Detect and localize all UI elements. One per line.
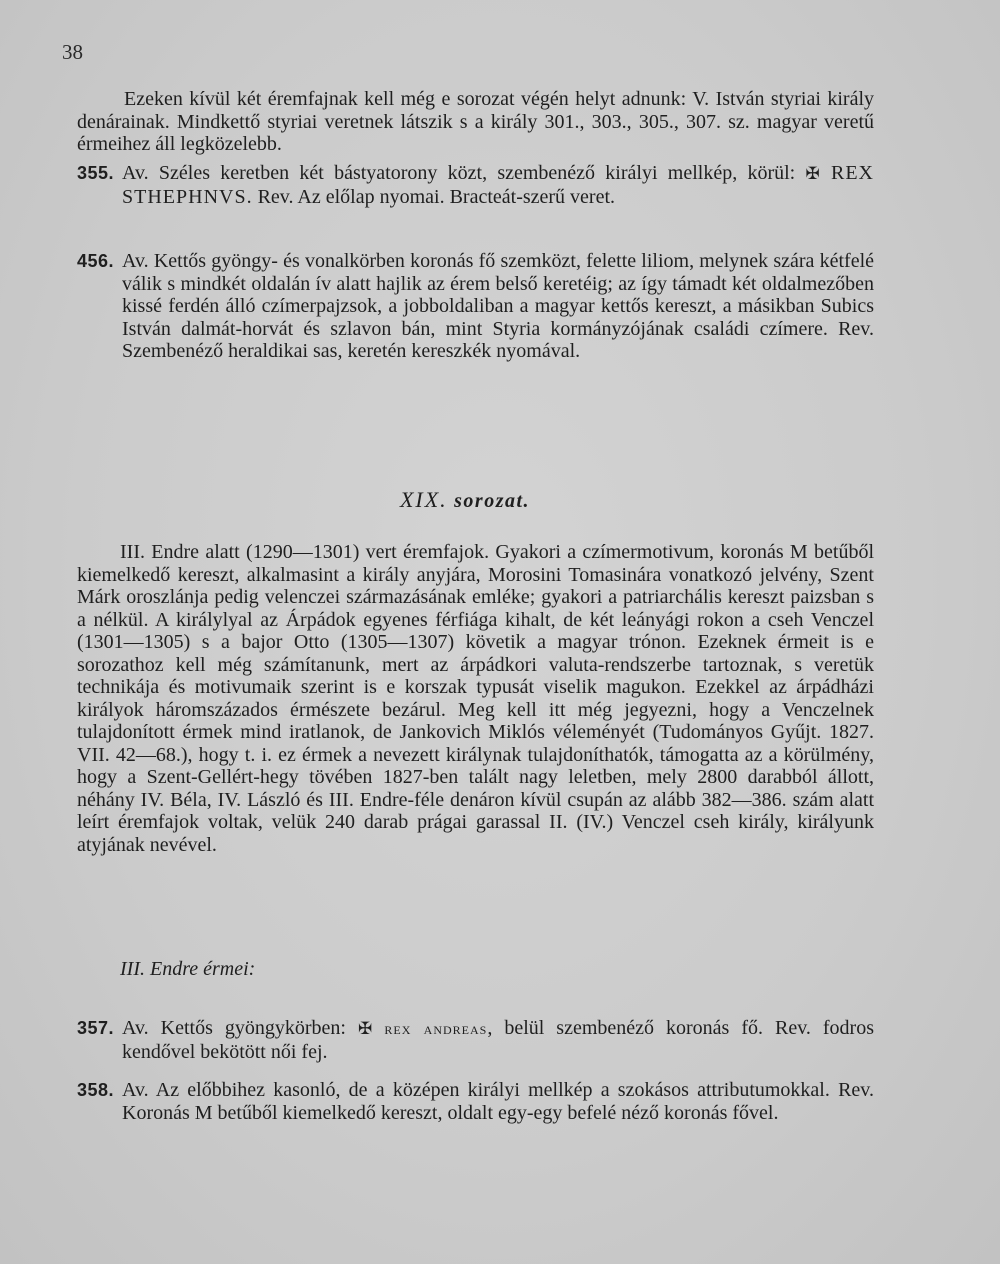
section-word: sorozat. (454, 490, 531, 512)
entry-text: Av. Kettős gyöngykörben: ✠ rex andreas, belül szembenéző koronás fő. Rev. fodros kendővel bekötött női fej. (122, 1017, 874, 1063)
section-roman: XIX. (399, 487, 448, 512)
cross-symbol: ✠ (805, 164, 820, 183)
entry-number: 355. (77, 163, 115, 183)
subheading-roman: III. (120, 958, 145, 980)
catalog-entry-357 (77, 1017, 874, 1063)
entry-text: Av. Az előbbihez kasonló, de a középen királyi mellkép a szokásos attributumokkal. Rev. Koronás M betűből kiemelkedő kereszt, oldalt egy-egy befelé néző koronás fővel. (122, 1079, 874, 1124)
cross-symbol: ✠ (357, 1019, 373, 1038)
coin-legend: REX STHEPHNVS. (122, 162, 874, 208)
series-paragraph: III. Endre alatt (1290—1301) vert éremfajok. Gyakori a czímermotivum, koronás M betűből kiemelkedő kereszt, alkalmasint a király anyjára, Morosini Tomasinára vonatkozó jelvény, Szent Márk oroszlánja pedig velenczei származásának emléke; gyakori a patriarchális kereszt paizsban s a nélkül. A királylyal az Árpádok egyenes férfiága kihalt, de két leányági rokon a cseh Venczel (1301—1305) s a bajor Otto (1305—1307) követik a magyar trónon. Ezeknek érmeit is e sorozathoz kell még számítanunk, mert az árpádkori valuta-rendszerbe tartoznak, s veretük technikája és motivumaik szerint is e korszak typusát viselik magukon. Ezekkel az árpádházi királyok háromszázados érmészete bezárul. Meg kell itt még jegyezni, hogy a Venczelnek tulajdonított érmek mind iratlanok, de Jankovich Miklós véleményét (Tudományos Gyűjt. 1827. VII. 42—68.), hogy t. i. ez érmek a nevezett királynak tulajdoníthatók, támogatta az a körülmény, hogy a Szent-Gellért-hegy tövében 1827-ben talált nagy leletben, mely 2800 darabból állott, néhány IV. Béla, IV. László és III. Endre-féle denáron kívül csupán az alább 382—386. szám alatt leírt éremfajok voltak, velük 240 darab prágai garassal II. (IV.) Venczel cseh király, királyunk atyjának nevével. (77, 541, 874, 856)
entry-number: 357. (77, 1018, 115, 1038)
entry-number: 456. (77, 251, 115, 271)
entry-number: 358. (77, 1080, 115, 1100)
entry-text: Av. Kettős gyöngy- és vonalkörben koronás fő szemközt, felette liliom, melynek szára kétfelé válik s mindkét oldalán ív alatt hajlik az érem belső keretéig; az így támadt két oldalmezőben kissé ferdén álló czímerpajzsok, a jobboldaliban a magyar kettős kereszt, a másikban Subics István dalmát-horvát és szlavon bán, mint Styria kormányzójának családi czímere. Rev. Szembenéző heraldikai sas, keretén kereszkék nyomával. (122, 250, 874, 362)
section-heading (0, 487, 930, 513)
coin-legend: rex andreas (372, 1019, 488, 1038)
entry-text: Av. Széles keretben két bástyatorony közt, szembenéző királyi mellkép, körül: ✠ REX STHEPHNVS. Rev. Az előlap nyomai. Bracteát-szerű veret. (122, 162, 874, 208)
catalog-entry-358 (77, 1079, 874, 1124)
catalog-entry-355 (77, 162, 874, 208)
subheading-text: Endre érmei: (144, 958, 256, 980)
page-number: 38 (62, 40, 83, 64)
intro-paragraph: Ezeken kívül két éremfajnak kell még e sorozat végén helyt adnunk: V. István styriai király denárainak. Mindkettő styriai veretnek látszik s a király 301., 303., 305., 307. sz. magyar veretű érmeihez áll legközelebb. (77, 88, 874, 155)
subheading (120, 958, 255, 981)
catalog-entry-456 (77, 250, 874, 363)
